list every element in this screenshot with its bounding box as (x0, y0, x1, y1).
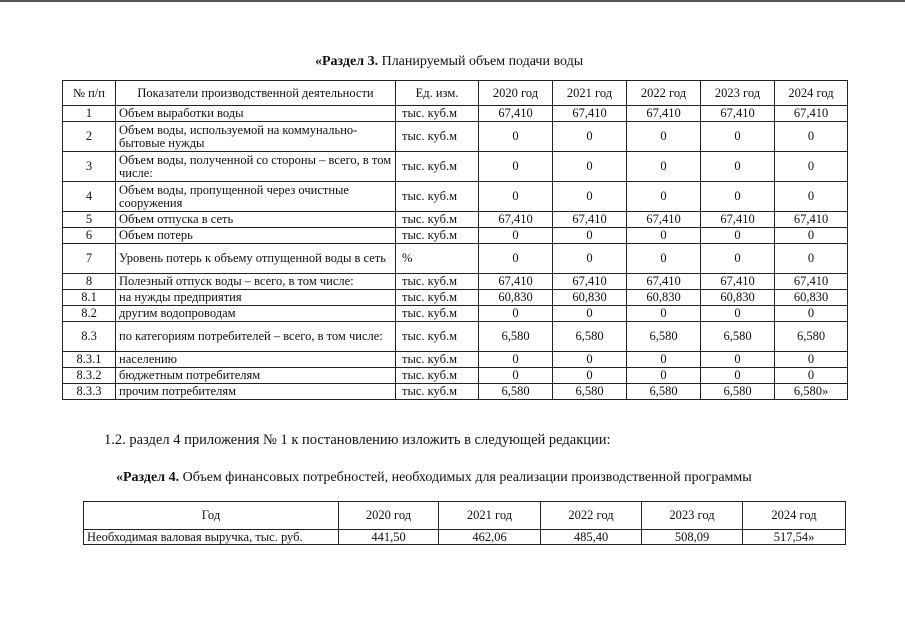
unit-cell: тыс. куб.м (396, 182, 479, 212)
table-row (63, 322, 848, 352)
indicator-name-cell: прочим потребителям (116, 384, 396, 400)
column-header: 2023 год (701, 81, 775, 106)
value-cell: 6,580 (553, 322, 627, 352)
value-cell: 6,580 (701, 384, 775, 400)
unit-cell: тыс. куб.м (396, 274, 479, 290)
value-cell: 67,410 (553, 212, 627, 228)
value-cell: 0 (553, 122, 627, 152)
value-cell: 0 (775, 352, 848, 368)
row-number-cell: 2 (63, 122, 116, 152)
value-cell: 0 (627, 152, 701, 182)
unit-cell: тыс. куб.м (396, 212, 479, 228)
row-number-cell: 7 (63, 244, 116, 274)
value-cell: 0 (553, 152, 627, 182)
table-row (63, 122, 848, 152)
column-header: 2022 год (627, 81, 701, 106)
unit-cell: тыс. куб.м (396, 322, 479, 352)
value-cell: 67,410 (479, 274, 553, 290)
table-row (63, 228, 848, 244)
value-cell: 60,830 (627, 290, 701, 306)
value-cell: 0 (479, 182, 553, 212)
value-cell: 0 (553, 368, 627, 384)
value-cell: 60,830 (479, 290, 553, 306)
value-cell: 0 (479, 368, 553, 384)
value-cell: 67,410 (553, 106, 627, 122)
value-cell: 6,580 (775, 322, 848, 352)
value-cell: 6,580 (479, 322, 553, 352)
value-cell: 67,410 (627, 106, 701, 122)
value-cell: 0 (701, 152, 775, 182)
indicator-name-cell: Объем воды, пропущенной через очистные сооружения (116, 182, 396, 212)
value-cell: 0 (775, 152, 848, 182)
indicator-name-cell: Объем отпуска в сеть (116, 212, 396, 228)
value-cell: 0 (701, 368, 775, 384)
value-cell: 0 (775, 244, 848, 274)
section-3-title: Планируемый объем подачи воды (378, 54, 584, 69)
value-cell: 0 (553, 228, 627, 244)
value-cell: 0 (553, 306, 627, 322)
row-number-cell: 8.3.3 (63, 384, 116, 400)
table-row (63, 212, 848, 228)
column-header: Показатели производственной деятельности (116, 81, 396, 106)
value-cell: 67,410 (775, 274, 848, 290)
column-header: 2022 год (541, 502, 642, 530)
column-header: 2023 год (642, 502, 743, 530)
value-cell: 0 (775, 306, 848, 322)
unit-cell: тыс. куб.м (396, 122, 479, 152)
value-cell: 6,580 (553, 384, 627, 400)
column-header: Год (84, 502, 339, 530)
indicator-name-cell: бюджетным потребителям (116, 368, 396, 384)
indicator-name-cell: другим водопроводам (116, 306, 396, 322)
column-header: 2024 год (743, 502, 846, 530)
value-cell: 67,410 (775, 212, 848, 228)
value-cell: 6,580 (627, 384, 701, 400)
value-cell: 67,410 (627, 212, 701, 228)
value-cell: 0 (627, 244, 701, 274)
value-cell: 0 (775, 228, 848, 244)
table-row (63, 352, 848, 368)
column-header: Ед. изм. (396, 81, 479, 106)
row-number-cell: 6 (63, 228, 116, 244)
value-cell: 0 (775, 182, 848, 212)
value-cell: 67,410 (701, 274, 775, 290)
value-cell: 60,830 (553, 290, 627, 306)
column-header: 2021 год (553, 81, 627, 106)
column-header: 2020 год (339, 502, 439, 530)
row-number-cell: 8.1 (63, 290, 116, 306)
table-row (84, 530, 846, 545)
indicator-name-cell: по категориям потребителей – всего, в том числе: (116, 322, 396, 352)
indicator-name-cell: Необходимая валовая выручка, тыс. руб. (84, 530, 339, 545)
row-number-cell: 8.3.2 (63, 368, 116, 384)
value-cell: 67,410 (553, 274, 627, 290)
column-header: № п/п (63, 81, 116, 106)
value-cell: 0 (627, 306, 701, 322)
table-header-row (63, 81, 848, 106)
value-cell: 508,09 (642, 530, 743, 545)
value-cell: 6,580 (479, 384, 553, 400)
unit-cell: тыс. куб.м (396, 306, 479, 322)
value-cell: 0 (775, 368, 848, 384)
value-cell: 0 (627, 352, 701, 368)
value-cell: 0 (479, 122, 553, 152)
indicator-name-cell: Объем воды, полученной со стороны – всего, в том числе: (116, 152, 396, 182)
value-cell: 0 (479, 352, 553, 368)
unit-cell: тыс. куб.м (396, 290, 479, 306)
table-row (63, 368, 848, 384)
row-number-cell: 5 (63, 212, 116, 228)
value-cell: 0 (701, 182, 775, 212)
value-cell: 0 (479, 152, 553, 182)
value-cell: 6,580» (775, 384, 848, 400)
row-number-cell: 8.3.1 (63, 352, 116, 368)
row-number-cell: 4 (63, 182, 116, 212)
value-cell: 0 (553, 182, 627, 212)
indicator-name-cell: на нужды предприятия (116, 290, 396, 306)
value-cell: 0 (701, 228, 775, 244)
unit-cell: тыс. куб.м (396, 228, 479, 244)
row-number-cell: 8 (63, 274, 116, 290)
value-cell: 67,410 (479, 212, 553, 228)
indicator-name-cell: Полезный отпуск воды – всего, в том числе: (116, 274, 396, 290)
table-row (63, 290, 848, 306)
unit-cell: % (396, 244, 479, 274)
value-cell: 60,830 (775, 290, 848, 306)
value-cell: 0 (627, 368, 701, 384)
table-row (63, 244, 848, 274)
value-cell: 0 (479, 228, 553, 244)
value-cell: 67,410 (479, 106, 553, 122)
row-number-cell: 8.3 (63, 322, 116, 352)
value-cell: 0 (627, 122, 701, 152)
value-cell: 0 (701, 122, 775, 152)
value-cell: 517,54» (743, 530, 846, 545)
water-supply-table (62, 80, 848, 400)
unit-cell: тыс. куб.м (396, 352, 479, 368)
section-3-number: «Раздел 3. (315, 54, 379, 69)
value-cell: 0 (479, 244, 553, 274)
indicator-name-cell: Объем воды, используемой на коммунально-бытовые нужды (116, 122, 396, 152)
value-cell: 60,830 (701, 290, 775, 306)
value-cell: 67,410 (775, 106, 848, 122)
table-row (63, 384, 848, 400)
value-cell: 6,580 (701, 322, 775, 352)
table-row (63, 152, 848, 182)
value-cell: 0 (627, 228, 701, 244)
value-cell: 0 (701, 244, 775, 274)
value-cell: 6,580 (627, 322, 701, 352)
table-row (63, 274, 848, 290)
value-cell: 0 (553, 244, 627, 274)
table-row (63, 182, 848, 212)
section-4-heading (116, 470, 752, 486)
unit-cell: тыс. куб.м (396, 368, 479, 384)
value-cell: 462,06 (439, 530, 541, 545)
value-cell: 0 (627, 182, 701, 212)
row-number-cell: 3 (63, 152, 116, 182)
unit-cell: тыс. куб.м (396, 384, 479, 400)
value-cell: 67,410 (701, 106, 775, 122)
table-body (63, 106, 848, 400)
value-cell: 67,410 (627, 274, 701, 290)
value-cell: 0 (553, 352, 627, 368)
indicator-name-cell: Уровень потерь к объему отпущенной воды в сеть (116, 244, 396, 274)
section-4-number: «Раздел 4. (116, 470, 180, 485)
value-cell: 485,40 (541, 530, 642, 545)
indicator-name-cell: населению (116, 352, 396, 368)
table-row (63, 306, 848, 322)
value-cell: 0 (775, 122, 848, 152)
column-header: 2024 год (775, 81, 848, 106)
section-3-heading (315, 54, 583, 70)
financial-needs-table (83, 501, 846, 545)
section-4-title: Объем финансовых потребностей, необходимых для реализации производственной программы (179, 470, 752, 485)
unit-cell: тыс. куб.м (396, 106, 479, 122)
table-header-row (84, 502, 846, 530)
page-top-edge (0, 0, 905, 2)
value-cell: 441,50 (339, 530, 439, 545)
paragraph-1-2: 1.2. раздел 4 приложения № 1 к постановлению изложить в следующей редакции: (104, 432, 611, 448)
row-number-cell: 8.2 (63, 306, 116, 322)
value-cell: 0 (701, 306, 775, 322)
indicator-name-cell: Объем потерь (116, 228, 396, 244)
value-cell: 0 (479, 306, 553, 322)
column-header: 2021 год (439, 502, 541, 530)
indicator-name-cell: Объем выработки воды (116, 106, 396, 122)
value-cell: 67,410 (701, 212, 775, 228)
column-header: 2020 год (479, 81, 553, 106)
value-cell: 0 (701, 352, 775, 368)
row-number-cell: 1 (63, 106, 116, 122)
table-row (63, 106, 848, 122)
unit-cell: тыс. куб.м (396, 152, 479, 182)
